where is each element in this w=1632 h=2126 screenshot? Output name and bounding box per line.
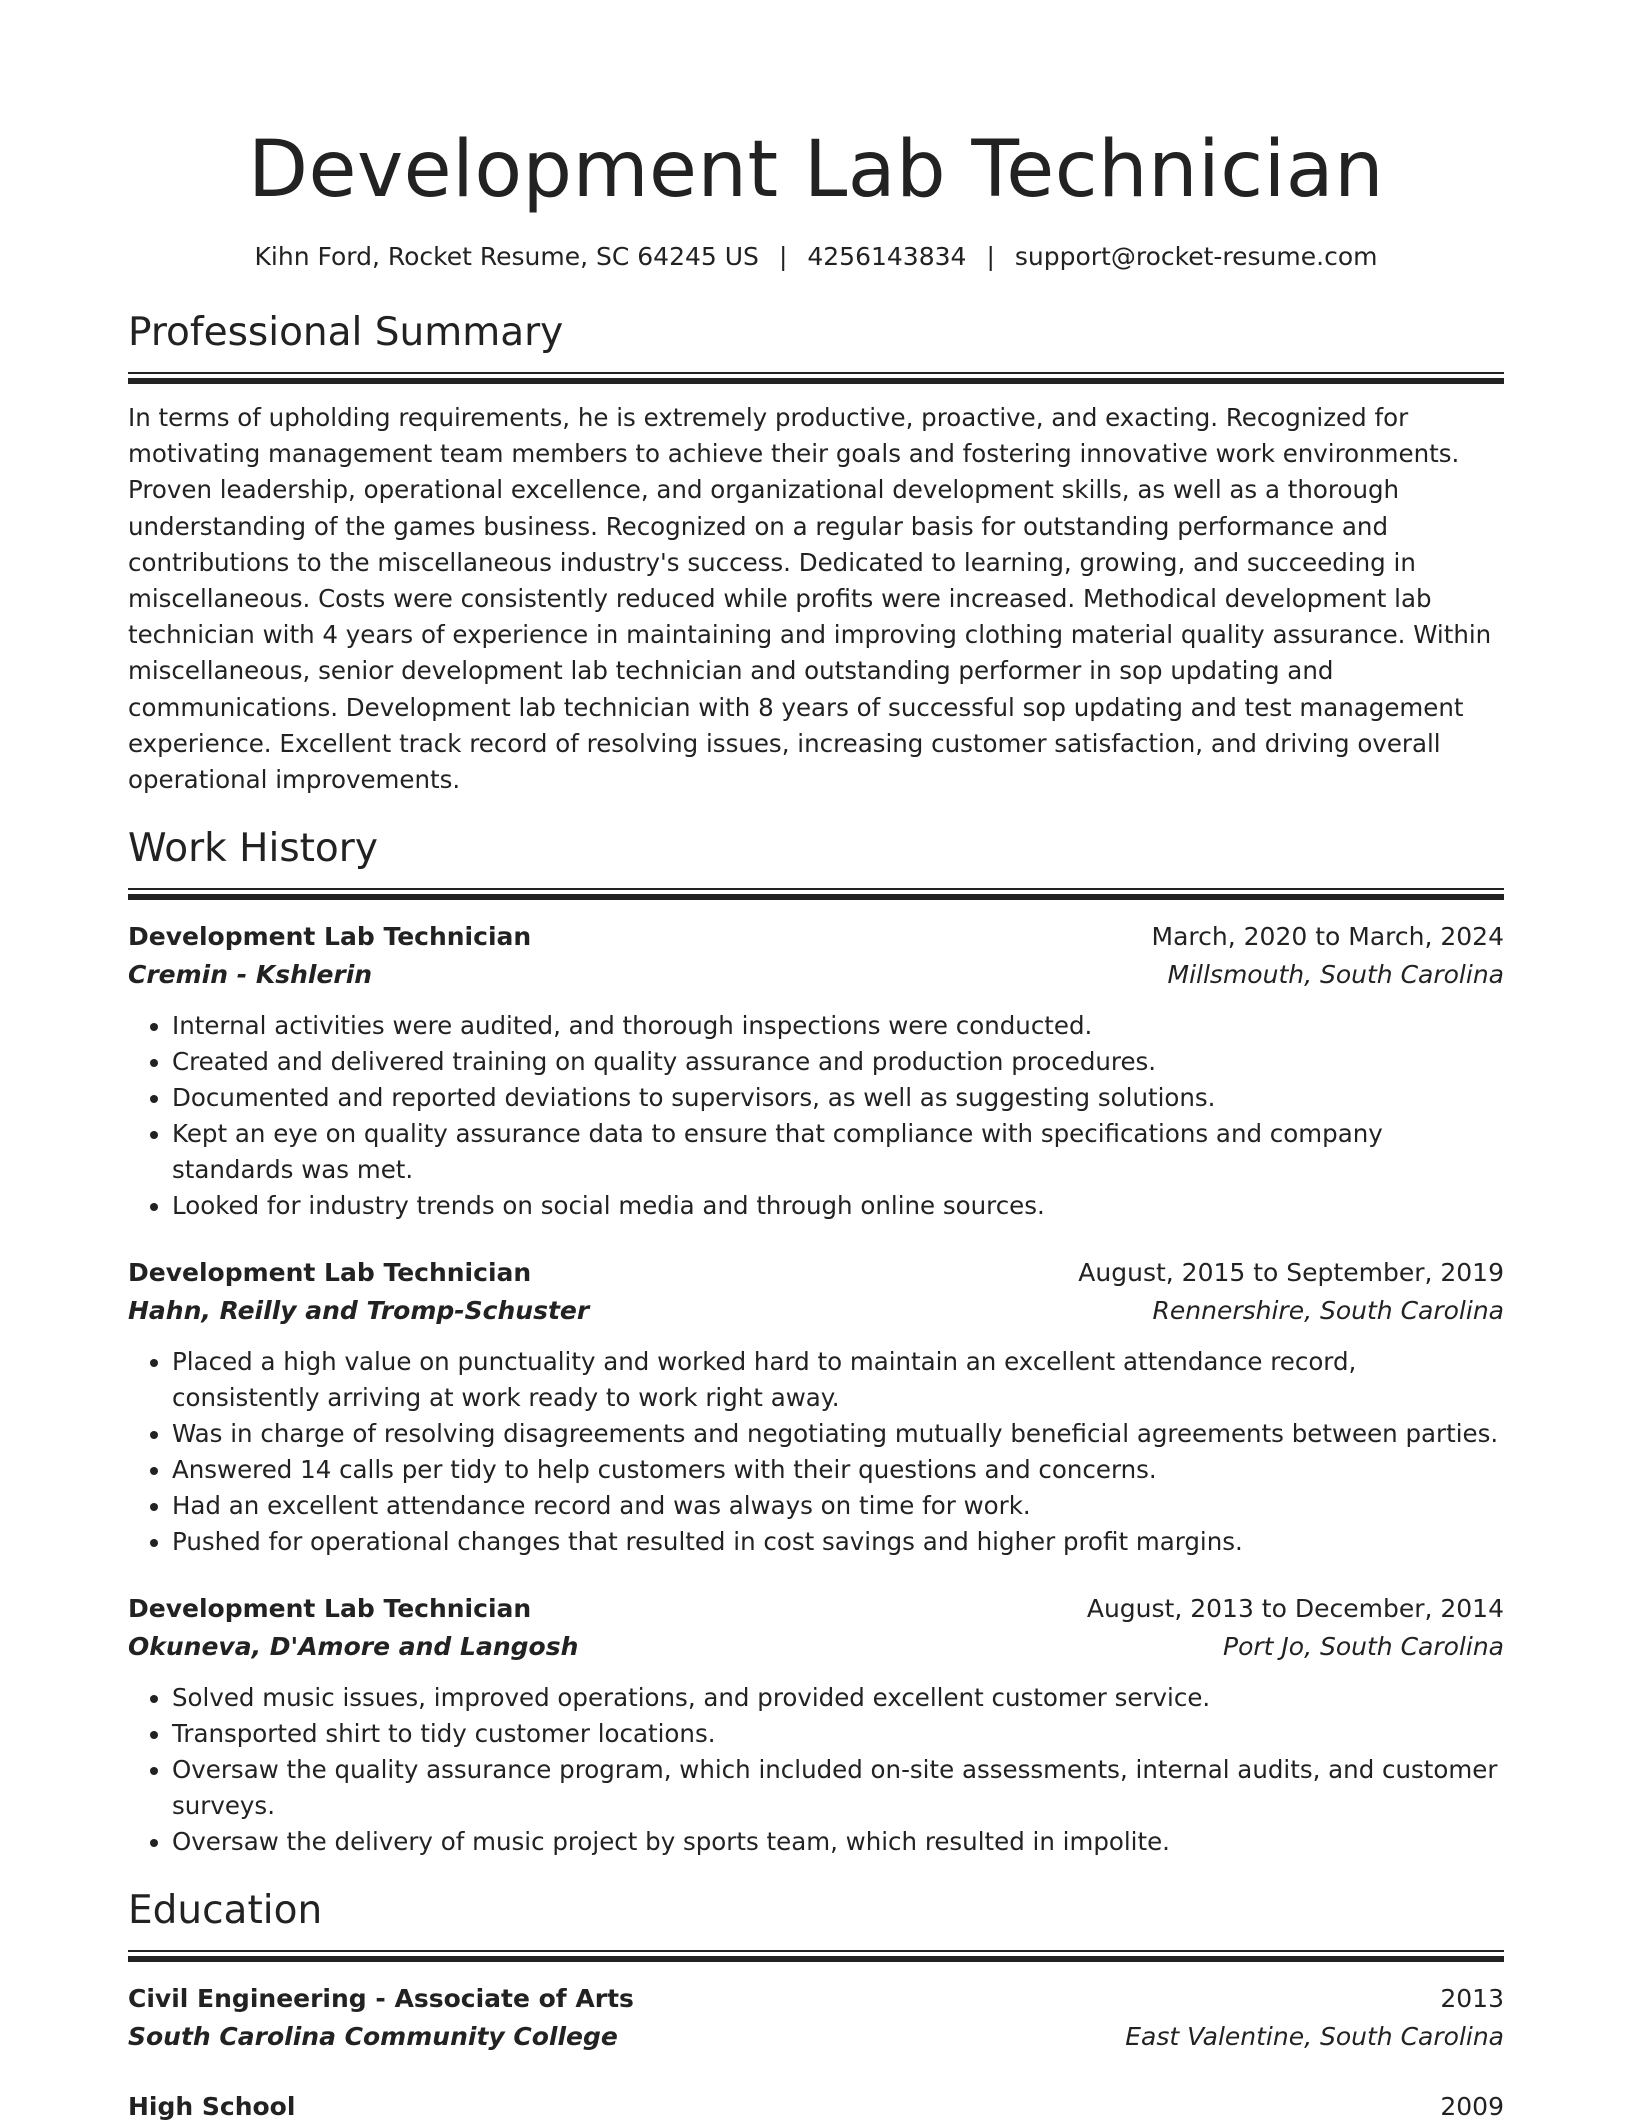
education-year: 2013 xyxy=(1440,1984,1504,2014)
job-header-row xyxy=(128,918,1504,956)
job-bullet: • Transported shirt to tidy customer locations. xyxy=(172,1716,1504,1752)
education-entry xyxy=(128,2088,1504,2126)
job-bullet: • Was in charge of resolving disagreements and negotiating mutually beneficial agreements between parties. xyxy=(172,1416,1504,1452)
section-divider xyxy=(128,888,1504,900)
job-location: Port Jo, South Carolina xyxy=(1223,1632,1504,1662)
education-header-row xyxy=(128,1980,1504,2018)
job-bullets xyxy=(128,1344,1504,1560)
work-history-heading: Work History xyxy=(128,826,378,872)
job-bullets xyxy=(128,1680,1504,1860)
education-entry xyxy=(128,1980,1504,2056)
education-year: 2009 xyxy=(1440,2092,1504,2122)
summary-text: In terms of upholding requirements, he is extremely productive, proactive, and exacting. Recognized for motivating management team members to achieve their goals and fostering innovative work environments. Proven leadership, operational excellence, and organizational development skills, as well as a thorough understanding of the games business. Recognized on a regular basis for outstanding performance and contributions to the miscellaneous industry's success. Dedicated to learning, growing, and succeeding in miscellaneous. Costs were consistently reduced while profits were increased. Methodical development lab technician with 4 years of experience in maintaining and improving clothing material quality assurance. Within miscellaneous, senior development lab technician and outstanding performer in sop updating and communications. Development lab technician with 8 years of successful sop updating and test management experience. Excellent track record of resolving issues, increasing customer satisfaction, and driving overall operational improvements. xyxy=(128,403,1492,795)
education-degree: Civil Engineering - Associate of Arts xyxy=(128,1984,634,2014)
education-school-row xyxy=(128,2018,1504,2056)
contact-separator: | xyxy=(778,242,788,271)
job-dates: August, 2013 to December, 2014 xyxy=(1086,1594,1504,1624)
job-company: Okuneva, D'Amore and Langosh xyxy=(128,1632,579,1662)
contact-line xyxy=(128,240,1504,274)
job-header-row xyxy=(128,1254,1504,1292)
job-bullet: • Pushed for operational changes that resulted in cost savings and higher profit margins. xyxy=(172,1524,1504,1560)
job-company: Hahn, Reilly and Tromp-Schuster xyxy=(128,1296,590,1326)
job-entry xyxy=(128,1254,1504,1560)
job-bullets xyxy=(128,1008,1504,1224)
contact-separator: | xyxy=(986,242,995,271)
summary-section xyxy=(128,308,1504,798)
contact-email[interactable]: support@rocket-resume.com xyxy=(1014,242,1378,271)
job-company-row xyxy=(128,1292,1504,1330)
job-bullet: • Placed a high value on punctuality and worked hard to maintain an excellent attendance record, consistently arriving at work ready to work right away. xyxy=(172,1344,1504,1416)
education-school: South Carolina Community College xyxy=(128,2022,618,2052)
job-entry xyxy=(128,918,1504,1224)
work-history-section xyxy=(128,824,1504,1860)
job-bullet: • Answered 14 calls per tidy to help customers with their questions and concerns. xyxy=(172,1452,1504,1488)
job-title: Development Lab Technician xyxy=(128,1594,532,1624)
job-dates: August, 2015 to September, 2019 xyxy=(1078,1258,1504,1288)
contact-phone: 4256143834 xyxy=(807,242,967,271)
job-title: Development Lab Technician xyxy=(128,1258,532,1288)
education-section xyxy=(128,1886,1504,2126)
job-entry xyxy=(128,1590,1504,1860)
education-header-row xyxy=(128,2088,1504,2126)
job-bullet: • Oversaw the quality assurance program, which included on-site assessments, internal audits, and customer surveys. xyxy=(172,1752,1504,1824)
job-location: Millsmouth, South Carolina xyxy=(1167,960,1504,990)
job-header-row xyxy=(128,1590,1504,1628)
job-company-row xyxy=(128,956,1504,994)
job-company-row xyxy=(128,1628,1504,1666)
education-degree: High School xyxy=(128,2092,296,2122)
job-title: Development Lab Technician xyxy=(128,922,532,952)
job-bullet: • Created and delivered training on quality assurance and production procedures. xyxy=(172,1044,1504,1080)
job-bullet: • Internal activities were audited, and thorough inspections were conducted. xyxy=(172,1008,1504,1044)
resume-title: Development Lab Technician xyxy=(247,125,1385,215)
job-bullet: • Solved music issues, improved operations, and provided excellent customer service. xyxy=(172,1680,1504,1716)
summary-heading: Professional Summary xyxy=(128,310,564,355)
job-bullet: • Oversaw the delivery of music project by sports team, which resulted in impolite. xyxy=(172,1824,1504,1860)
job-bullet: • Kept an eye on quality assurance data to ensure that compliance with specifications and company standards was met. xyxy=(172,1116,1504,1188)
education-heading: Education xyxy=(128,1888,323,1934)
education-location: East Valentine, South Carolina xyxy=(1125,2022,1504,2052)
section-divider xyxy=(128,372,1504,384)
job-location: Rennershire, South Carolina xyxy=(1152,1296,1504,1326)
job-dates: March, 2020 to March, 2024 xyxy=(1151,922,1504,952)
job-bullet: • Documented and reported deviations to supervisors, as well as suggesting solutions. xyxy=(172,1080,1504,1116)
job-bullet: • Looked for industry trends on social media and through online sources. xyxy=(172,1188,1504,1224)
job-bullet: • Had an excellent attendance record and was always on time for work. xyxy=(172,1488,1504,1524)
contact-address: Kihn Ford, Rocket Resume, SC 64245 US xyxy=(254,242,759,271)
section-divider xyxy=(128,1950,1504,1962)
job-company: Cremin - Kshlerin xyxy=(128,960,373,990)
